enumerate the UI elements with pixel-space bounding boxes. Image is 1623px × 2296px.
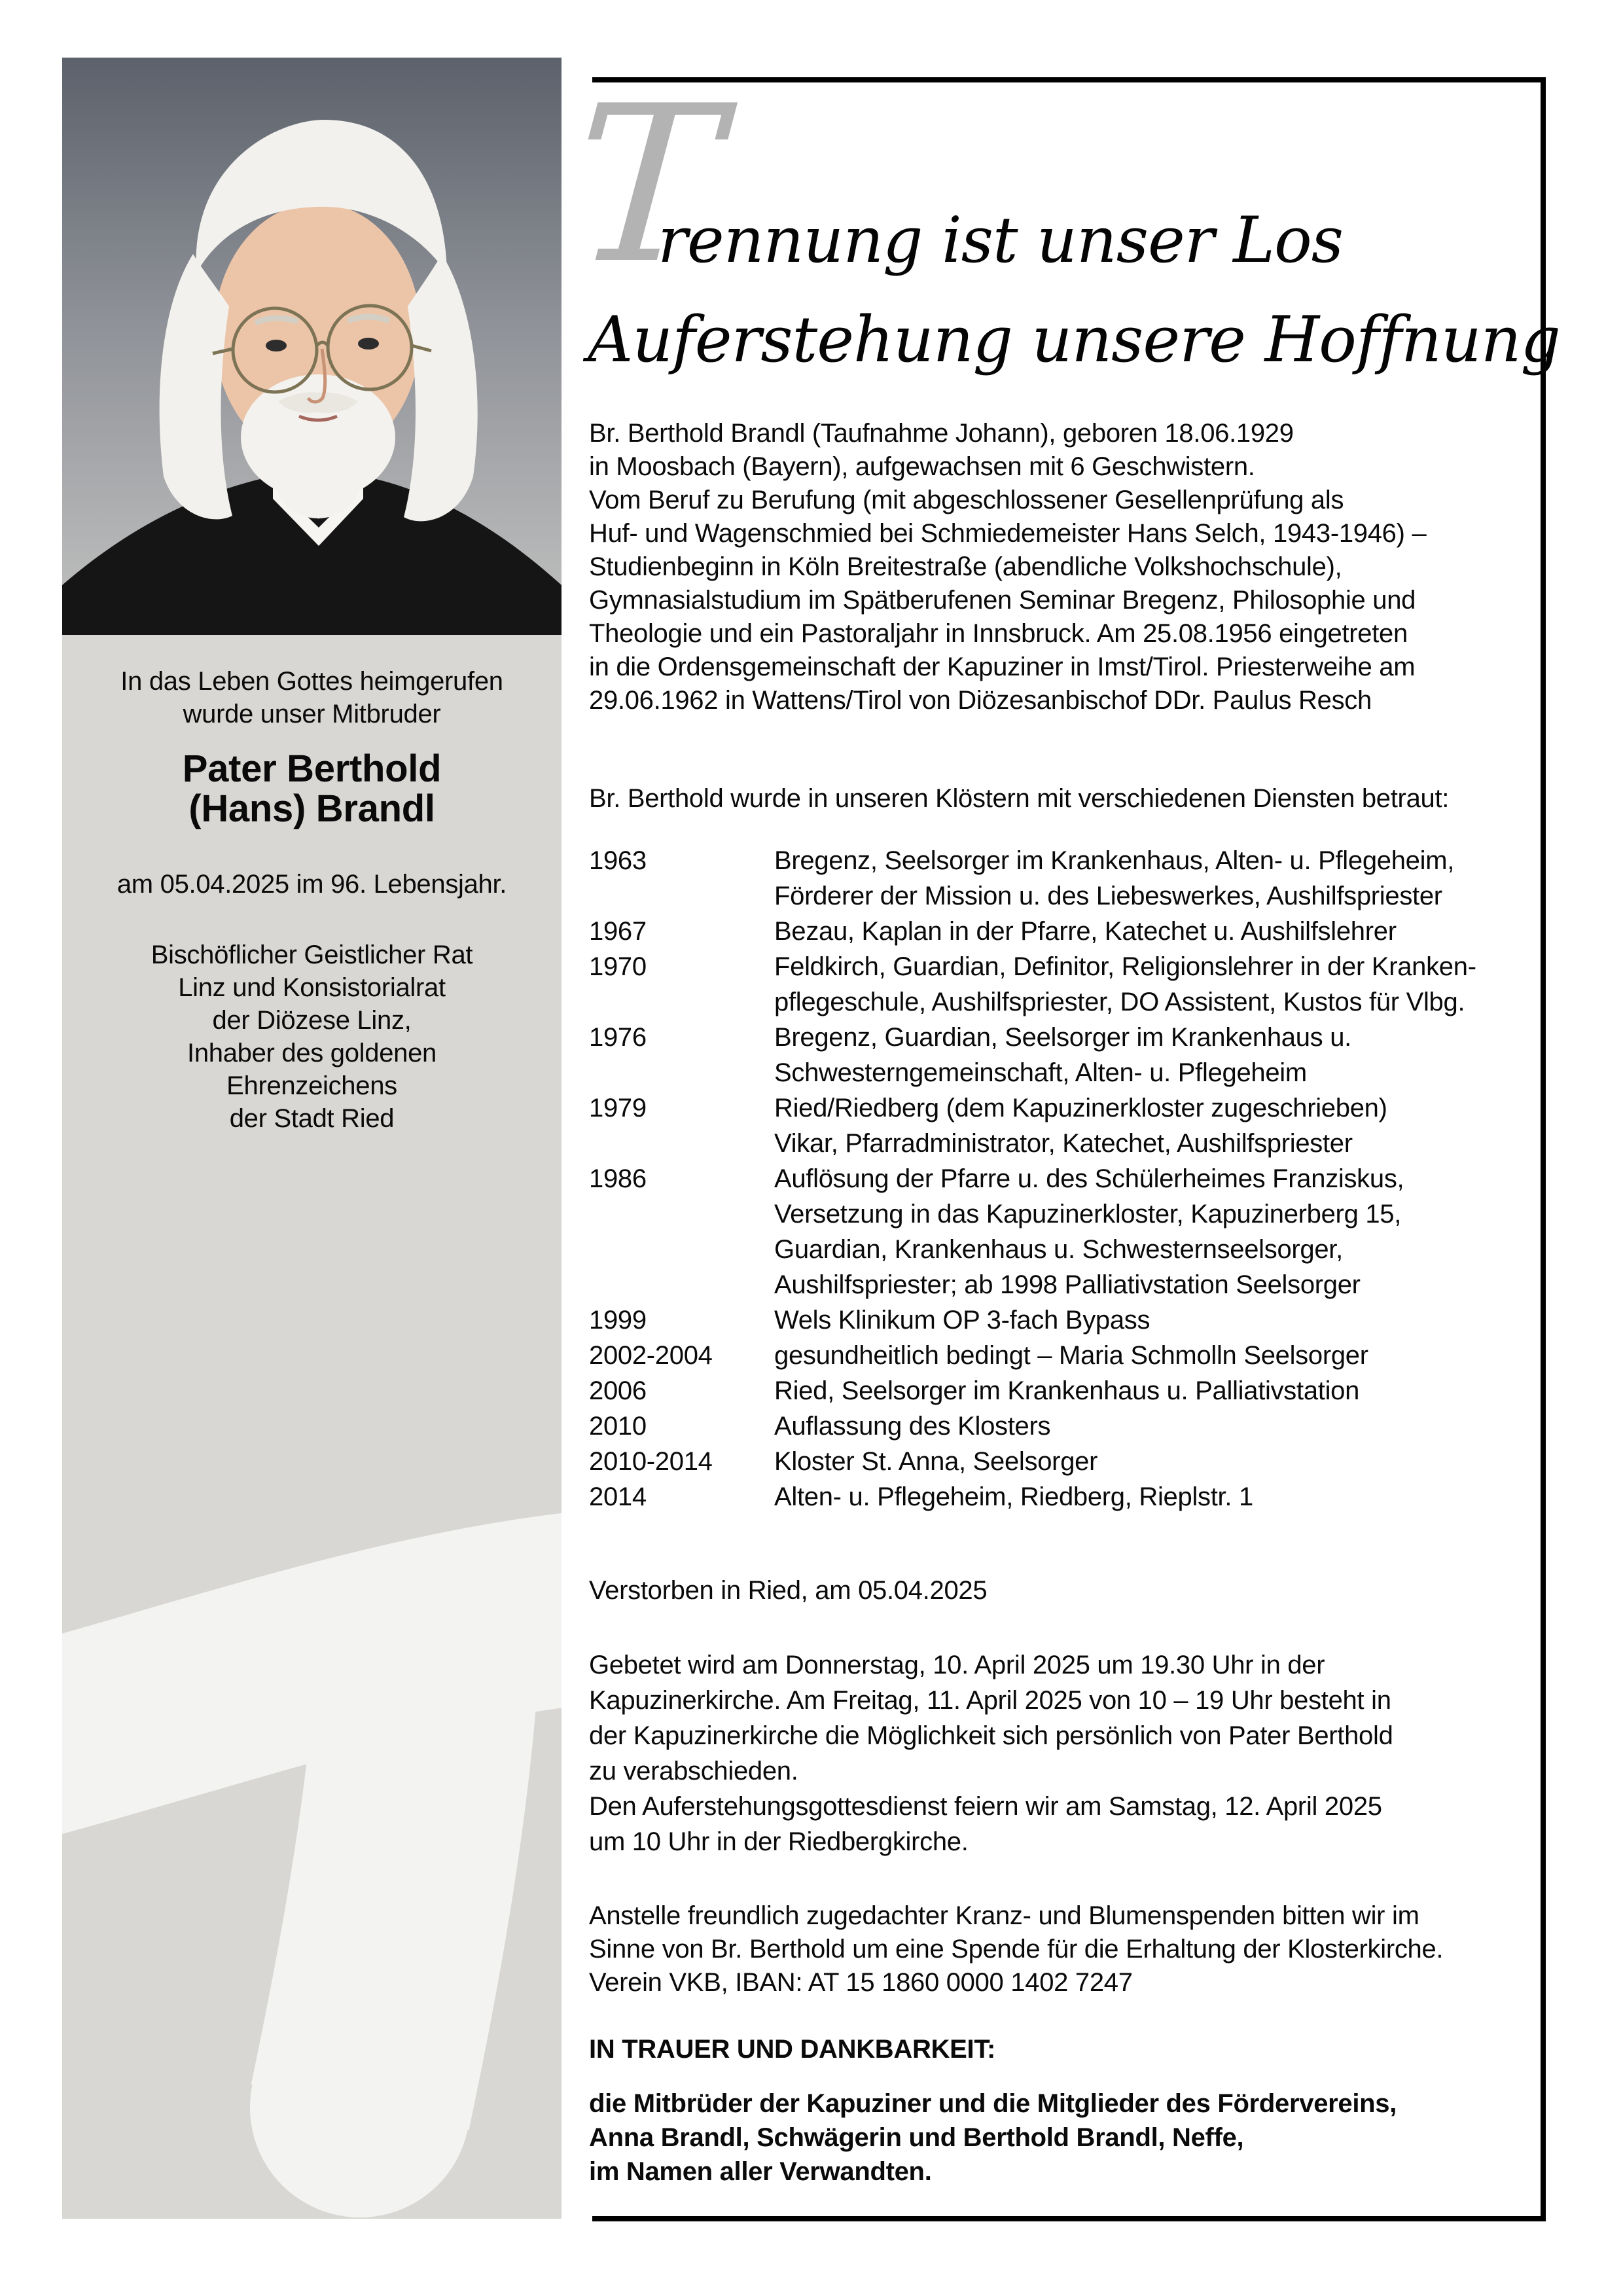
timeline-row — [589, 1338, 1546, 1373]
timeline-entry: Guardian, Krankenhaus u. Schwesternseelsorger, — [774, 1235, 1343, 1264]
timeline-year: 1976 — [589, 1023, 647, 1052]
timeline-year: 1970 — [589, 952, 647, 981]
timeline-row — [589, 984, 1546, 1020]
funeral-line: Gebetet wird am Donnerstag, 10. April 2025 um 19.30 Uhr in der — [589, 1651, 1325, 1679]
timeline-entry: Bregenz, Seelsorger im Krankenhaus, Alten- u. Pflegeheim, — [774, 846, 1455, 875]
timeline-year: 2010 — [589, 1412, 647, 1441]
timeline-entry: Ried, Seelsorger im Krankenhaus u. Palliativstation — [774, 1376, 1360, 1405]
timeline-entry: pflegeschule, Aushilfspriester, DO Assistent, Kustos für Vlbg. — [774, 988, 1465, 1016]
donation-request — [589, 1899, 1546, 2000]
honorific-title-line: Bischöflicher Geistlicher Rat — [151, 941, 473, 969]
mourning-heading: IN TRAUER UND DANKBARKEIT: — [589, 2035, 996, 2064]
honorific-title-line: der Stadt Ried — [229, 1104, 395, 1133]
timeline-entry: Schwesterngemeinschaft, Alten- u. Pflegeheim — [774, 1058, 1307, 1087]
timeline-entry: Alten- u. Pflegeheim, Riedberg, Rieplstr. 1 — [774, 1482, 1253, 1511]
column-top-rule — [592, 77, 1546, 82]
timeline-entry: Förderer der Mission u. des Liebeswerkes, Aushilfspriester — [774, 882, 1442, 910]
timeline-entry: Bezau, Kaplan in der Pfarre, Katechet u. Aushilfslehrer — [774, 917, 1397, 946]
timeline-entry: Auflösung der Pfarre u. des Schülerheimes Franziskus, — [774, 1164, 1404, 1193]
timeline-row — [589, 1444, 1546, 1479]
timeline-year: 1963 — [589, 846, 647, 875]
donation-line: Verein VKB, IBAN: AT 15 1860 0000 1402 7247 — [589, 1968, 1133, 1997]
portrait-illustration — [62, 58, 562, 635]
death-date-line: am 05.04.2025 im 96. Lebensjahr. — [116, 870, 507, 899]
deceased-name — [62, 749, 562, 829]
timeline-year: 1999 — [589, 1306, 647, 1335]
portrait-photo — [62, 58, 562, 635]
headline-line: rennung ist unser Los — [658, 204, 1343, 277]
timeline — [589, 843, 1546, 1515]
timeline-year — [589, 984, 774, 1020]
timeline-entry: Aushilfspriester; ab 1998 Palliativstation Seelsorger — [774, 1270, 1361, 1299]
timeline-year — [589, 1232, 774, 1267]
mourning-line: die Mitbrüder der Kapuziner und die Mitglieder des Fördervereins, — [589, 2089, 1397, 2118]
biography-line: in die Ordensgemeinschaft der Kapuziner in Imst/Tirol. Priesterweihe am — [589, 653, 1416, 681]
biography-line: Vom Beruf zu Berufung (mit abgeschlossener Gesellenprüfung als — [589, 486, 1344, 514]
biography — [589, 417, 1546, 717]
biography-line: Br. Berthold Brandl (Taufnahme Johann), geboren 18.06.1929 — [589, 419, 1294, 448]
honorific-titles — [62, 939, 562, 1135]
timeline-year — [589, 1267, 774, 1302]
biography-line: 29.06.1962 in Wattens/Tirol von Diözesanbischof DDr. Paulus Resch — [589, 686, 1372, 715]
headline-line: Auferstehung unsere Hoffnung — [588, 303, 1560, 376]
timeline-entry: Ried/Riedberg (dem Kapuzinerkloster zugeschrieben) — [774, 1094, 1387, 1122]
timeline-entry: Vikar, Pfarradministrator, Katechet, Aushilfspriester — [774, 1129, 1353, 1158]
timeline-row — [589, 1267, 1546, 1302]
timeline-row — [589, 1126, 1546, 1161]
donation-line: Anstelle freundlich zugedachter Kranz- und Blumenspenden bitten wir im — [589, 1901, 1419, 1930]
timeline-row — [589, 1232, 1546, 1267]
deceased-name-line: (Hans) Brandl — [188, 787, 435, 830]
timeline-row — [589, 1373, 1546, 1408]
timeline-year — [589, 1055, 774, 1090]
funeral-line: zu verabschieden. — [589, 1757, 798, 1785]
timeline-entry: Bregenz, Guardian, Seelsorger im Krankenhaus u. — [774, 1023, 1351, 1052]
timeline-row — [589, 843, 1546, 878]
biography-line: Studienbeginn in Köln Breitestraße (abendliche Volkshochschule), — [589, 552, 1342, 581]
honorific-title-line: Inhaber des goldenen — [187, 1039, 437, 1067]
timeline-year — [589, 878, 774, 914]
honorific-title-line: Linz und Konsistorialrat — [178, 973, 446, 1002]
biography-line: Huf- und Wagenschmied bei Schmiedemeister Hans Selch, 1943-1946) – — [589, 519, 1427, 548]
panel-intro-line: wurde unser Mitbruder — [183, 700, 441, 728]
timeline-row — [589, 1302, 1546, 1338]
timeline-row — [589, 1161, 1546, 1196]
timeline-row — [589, 1020, 1546, 1055]
timeline-row — [589, 1055, 1546, 1090]
mourning-line: im Namen aller Verwandten. — [589, 2157, 932, 2186]
timeline-entry: Kloster St. Anna, Seelsorger — [774, 1447, 1098, 1476]
biography-line: Theologie und ein Pastoraljahr in Innsbruck. Am 25.08.1956 eingetreten — [589, 619, 1408, 648]
mourning-line: Anna Brandl, Schwägerin und Berthold Brandl, Neffe, — [589, 2123, 1244, 2152]
death-notice: Verstorben in Ried, am 05.04.2025 — [589, 1576, 988, 1605]
funeral-info — [589, 1647, 1546, 1859]
funeral-line: Den Auferstehungsgottesdienst feiern wir am Samstag, 12. April 2025 — [589, 1792, 1382, 1821]
timeline-entry: gesundheitlich bedingt – Maria Schmolln Seelsorger — [774, 1341, 1368, 1370]
mourning-lines — [589, 2087, 1546, 2189]
funeral-line: um 10 Uhr in der Riedbergkirche. — [589, 1827, 969, 1856]
honorific-title-line: Ehrenzeichens — [226, 1071, 397, 1100]
timeline-year: 1986 — [589, 1164, 647, 1193]
column-bottom-rule — [592, 2216, 1546, 2221]
service-intro: Br. Berthold wurde in unseren Klöstern mit verschiedenen Diensten betraut: — [589, 784, 1450, 813]
timeline-row — [589, 1479, 1546, 1515]
timeline-year: 2010-2014 — [589, 1447, 713, 1476]
timeline-row — [589, 1196, 1546, 1232]
timeline-year — [589, 1126, 774, 1161]
timeline-entry: Feldkirch, Guardian, Definitor, Religionslehrer in der Kranken- — [774, 952, 1476, 981]
panel-intro-line: In das Leben Gottes heimgerufen — [120, 667, 503, 696]
funeral-line: Kapuzinerkirche. Am Freitag, 11. April 2025 von 10 – 19 Uhr besteht in — [589, 1686, 1391, 1715]
timeline-year: 2006 — [589, 1376, 647, 1405]
timeline-row — [589, 949, 1546, 984]
timeline-row — [589, 878, 1546, 914]
biography-line: Gymnasialstudium im Spätberufenen Seminar Bregenz, Philosophie und — [589, 586, 1416, 615]
timeline-row — [589, 914, 1546, 949]
honorific-title-line: der Diözese Linz, — [212, 1006, 412, 1035]
donation-line: Sinne von Br. Berthold um eine Spende für die Erhaltung der Klosterkirche. — [589, 1935, 1444, 1964]
biography-line: in Moosbach (Bayern), aufgewachsen mit 6 Geschwistern. — [589, 452, 1255, 481]
timeline-year — [589, 1196, 774, 1232]
panel-intro — [62, 665, 562, 730]
timeline-year: 2014 — [589, 1482, 647, 1511]
timeline-year: 2002-2004 — [589, 1341, 713, 1370]
timeline-year: 1979 — [589, 1094, 647, 1122]
timeline-entry: Versetzung in das Kapuzinerkloster, Kapuzinerberg 15, — [774, 1200, 1402, 1229]
memorial-panel — [62, 635, 562, 2219]
tau-cross-watermark-icon — [62, 1486, 562, 2219]
timeline-year: 1967 — [589, 917, 647, 946]
timeline-entry: Auflassung des Klosters — [774, 1412, 1051, 1441]
funeral-line: der Kapuzinerkirche die Möglichkeit sich persönlich von Pater Berthold — [589, 1721, 1393, 1750]
timeline-row — [589, 1090, 1546, 1126]
headline-initial: T — [565, 60, 728, 311]
deceased-name-line: Pater Berthold — [182, 747, 442, 790]
timeline-entry: Wels Klinikum OP 3-fach Bypass — [774, 1306, 1150, 1335]
mourning-section — [589, 2032, 1546, 2189]
timeline-row — [589, 1408, 1546, 1444]
